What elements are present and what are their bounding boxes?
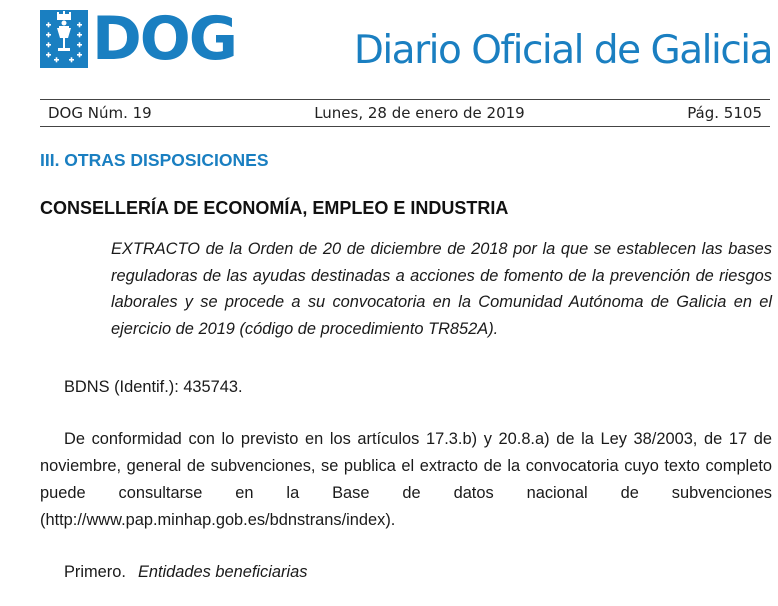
department-heading: CONSELLERÍA DE ECONOMÍA, EMPLEO E INDUSTRIA — [40, 198, 509, 218]
journal-title: Diario Oficial de Galicia — [353, 28, 772, 73]
issue-date: Lunes, 28 de enero de 2019 — [314, 104, 525, 122]
dog-logo — [40, 4, 237, 74]
body-paragraph: De conformidad con lo previsto en los artículos 17.3.b) y 20.8.a) de la Ley 38/2003, de 17 de noviembre, general de subvenciones, se publica el extracto de la convocatoria cuyo texto completo puede consultarse en la Base de datos nacional de subvenciones (http://www.pap.minhap.gob.es/bdnstrans/index). — [40, 430, 772, 529]
issue-bar — [40, 99, 770, 127]
abstract-text: EXTRACTO de la Orden de 20 de diciembre de 2018 por la que se establecen las bases reguladoras de las ayudas destinadas a acciones de fomento de la prevención de riesgos laborales y se procede a su convocatoria en la Comunidad Autónoma de Galicia en el ejercicio de 2019 (código de procedimiento TR852A). — [111, 240, 772, 338]
page-number: Pág. 5105 — [687, 104, 762, 122]
bdns-identifier: BDNS (Identif.): 435743. — [64, 378, 243, 396]
masthead — [0, 0, 778, 90]
article-number: Primero. — [64, 563, 126, 581]
section-heading: III. OTRAS DISPOSICIONES — [40, 150, 269, 170]
logo-text: DOG — [92, 4, 237, 74]
galicia-coat-of-arms-icon — [40, 10, 88, 68]
issue-number: DOG Núm. 19 — [48, 104, 152, 122]
article-heading — [64, 563, 307, 582]
article-title: Entidades beneficiarias — [137, 563, 308, 581]
